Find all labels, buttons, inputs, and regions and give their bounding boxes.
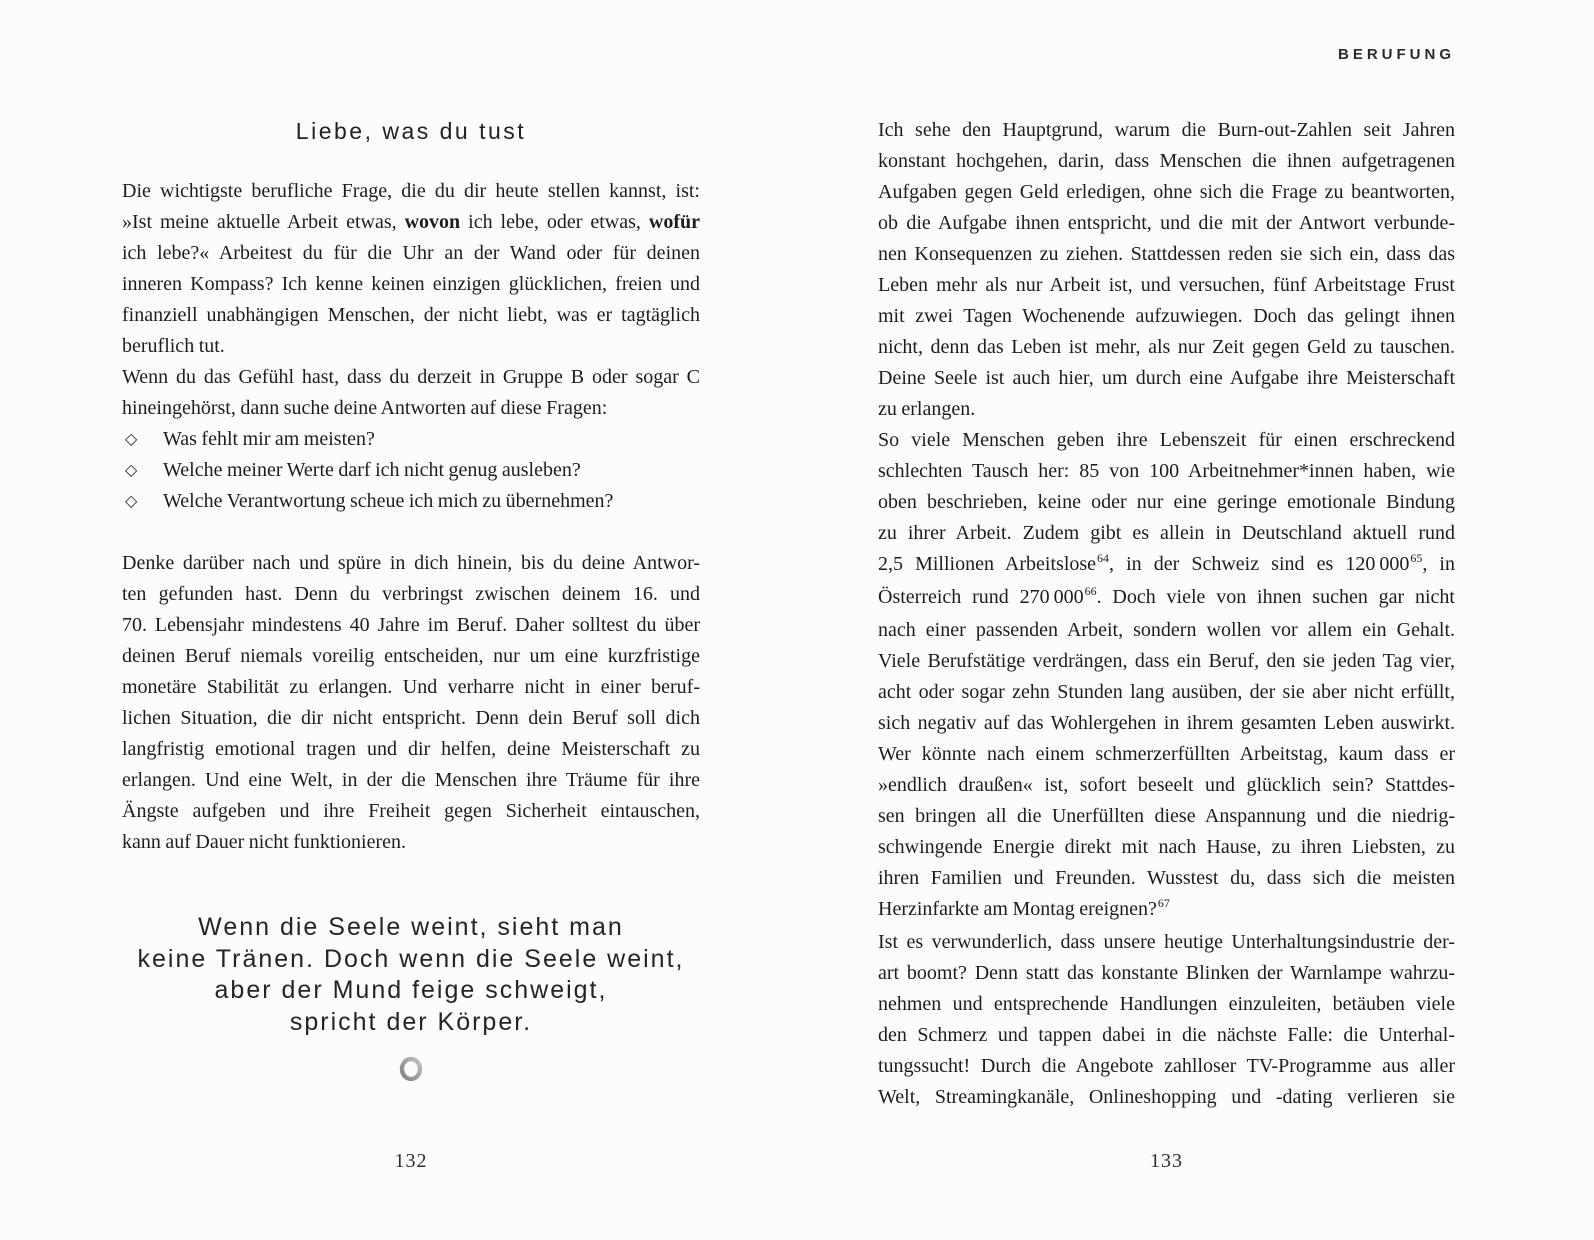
left-body-text xyxy=(122,176,700,858)
text-line: den Schmerz und tappen dabei in die nächste Falle: die Unterhal- xyxy=(878,1024,1455,1046)
text-line: Deine Seele ist auch hier, um durch eine Aufgabe ihre Meisterschaft xyxy=(878,367,1455,389)
text-line: 2,5 Millionen Arbeitslose$^{64}$, in der Schweiz sind es 120 $000^{65}$, in xyxy=(878,551,1455,575)
section-heading: Liebe, was du tust xyxy=(295,118,527,144)
text-line: Wer könnte nach einem schmerzerfüllten Arbeitstag, kaum dass er xyxy=(878,743,1455,765)
text-line: ihren Familien und Freunden. Wusstest du, dass sich die meisten xyxy=(878,867,1455,889)
text-line: 70. Lebensjahr mindestens 40 Jahre im Beruf. Daher solltest du über xyxy=(122,614,700,636)
running-head: BERUFUNG xyxy=(1338,46,1455,63)
text-line: So viele Menschen geben ihre Lebenszeit für einen erschreckend xyxy=(878,429,1455,451)
page-right xyxy=(878,0,1455,1240)
text-line: »endlich draußen« ist, sofort beseelt und glücklich sein? Stattdes- xyxy=(878,774,1455,796)
text-line: Österreich rund 270 $000^{66}$. Doch viele von ihnen suchen gar nicht xyxy=(878,584,1455,608)
text-line: kann auf Dauer nicht funktionieren. xyxy=(122,831,407,853)
text-line: schwingende Energie direkt mit nach Hause, zu ihren Liebsten, zu xyxy=(878,836,1455,858)
text-line: oben beschrieben, keine oder nur eine geringe emotionale Bindung xyxy=(878,491,1455,513)
text-line: Denke darüber nach und spüre in dich hinein, bis du deine Antwor- xyxy=(122,552,700,574)
text-line: finanziell unabhängigen Menschen, der nicht liebt, was er tagtäglich xyxy=(122,304,700,326)
question-list xyxy=(122,424,700,517)
diamond-bullet-icon: ◇ xyxy=(125,493,138,510)
text-line: inneren Kompass? Ich kenne keinen einzigen glücklichen, freien und xyxy=(122,273,700,295)
text-line: Die wichtigste berufliche Frage, die du dir heute stellen kannst, ist: xyxy=(122,180,700,202)
text-line: schlechten Tausch her: 85 von 100 Arbeitnehmer*innen haben, wie xyxy=(878,460,1455,482)
text-line: art boomt? Denn statt das konstante Blinken der Warnlampe wahrzu- xyxy=(878,962,1455,984)
text-line: Aufgaben gegen Geld erledigen, ohne sich die Frage zu beantworten, xyxy=(878,181,1455,203)
list-item-text: Was fehlt mir am meisten? xyxy=(163,428,375,450)
text-line: nen Konsequenzen zu ziehen. Stattdessen reden sie sich ein, dass das xyxy=(878,243,1455,265)
list-item xyxy=(122,455,700,486)
text-line: erlangen. Und eine Welt, in der die Menschen ihre Träume für ihre xyxy=(122,769,700,791)
text-line: keine Tränen. Doch wenn die Seele weint, xyxy=(137,944,685,973)
text-line: zu ihrer Arbeit. Zudem gibt es allein in Deutschland aktuell rund xyxy=(878,522,1455,544)
text-line: aber der Mund feige schweigt, xyxy=(214,976,608,1004)
paragraph xyxy=(122,548,700,858)
list-item xyxy=(122,486,700,517)
text-line: monetäre Stabilität zu erlangen. Und verharre nicht in einer beruf- xyxy=(122,676,700,698)
page-number-right: 133 xyxy=(1150,1150,1183,1172)
text-line: ob die Aufgabe ihnen entspricht, und die mit der Antwort verbunde- xyxy=(878,212,1455,234)
text-line: lichen Situation, die dir nicht entspricht. Denn dein Beruf soll dich xyxy=(122,707,700,729)
text-line: nicht, denn das Leben ist mehr, als nur Zeit gegen Geld zu tauschen. xyxy=(878,336,1455,358)
page-number-left: 132 xyxy=(394,1150,428,1172)
text-line: acht oder sogar zehn Stunden lang ausüben, der sie aber nicht erfüllt, xyxy=(878,681,1455,703)
text-line: Ängste aufgeben und ihre Freiheit gegen Sicherheit eintauschen, xyxy=(122,800,700,822)
text-line: »Ist meine aktuelle Arbeit etwas, wovon ich lebe, oder etwas, wofür xyxy=(122,211,700,233)
diamond-bullet-icon: ◇ xyxy=(125,431,138,448)
text-line: konstant hochgehen, darin, dass Menschen die ihnen aufgetragenen xyxy=(878,150,1455,172)
text-line: ten gefunden hast. Denn du verbringst zwischen deinem 16. und xyxy=(122,583,700,605)
text-line: Welt, Streamingkanäle, Onlineshopping und -dating verlieren sie xyxy=(878,1086,1455,1108)
paragraph xyxy=(878,115,1455,1113)
text-line: Herzinfarkte am Montag ereignen?$^{67}$ xyxy=(878,896,1170,920)
text-line: mit zwei Tagen Wochenende aufzuwiegen. Doch das gelingt ihnen xyxy=(878,305,1455,327)
text-line: tungssucht! Durch die Angebote zahlloser TV-Programme aus aller xyxy=(878,1055,1455,1077)
page-left xyxy=(122,0,700,1240)
ring-ornament-icon xyxy=(399,1056,423,1082)
text-line: Ich sehe den Hauptgrund, warum die Burn-out-Zahlen seit Jahren xyxy=(878,119,1455,141)
text-line: hineingehörst, dann suche deine Antworten auf diese Fragen: xyxy=(122,397,608,419)
text-line: zu erlangen. xyxy=(878,398,976,420)
text-line: ich lebe?« Arbeitest du für die Uhr an der Wand oder für deinen xyxy=(122,242,700,264)
text-line: Wenn die Seele weint, sieht man xyxy=(198,913,624,941)
text-line: beruflich tut. xyxy=(122,335,225,357)
list-item xyxy=(122,424,700,455)
text-line: spricht der Körper. xyxy=(289,1007,533,1036)
text-line: nehmen und entsprechende Handlungen einzuleiten, betäuben viele xyxy=(878,993,1455,1015)
list-item-text: Welche meiner Werte darf ich nicht genug ausleben? xyxy=(163,459,581,481)
right-body-text xyxy=(878,115,1455,1113)
diamond-bullet-icon: ◇ xyxy=(125,462,138,479)
list-item-text: Welche Verantwortung scheue ich mich zu übernehmen? xyxy=(163,490,614,512)
text-line: Leben mehr als nur Arbeit ist, und versuchen, fünf Arbeitstage Frust xyxy=(878,274,1455,296)
text-line: Ist es verwunderlich, dass unsere heutige Unterhaltungsindustrie der- xyxy=(878,931,1455,953)
text-line: sich negativ auf das Wohlergehen in ihrem gesamten Leben auswirkt. xyxy=(878,712,1455,734)
pull-quote xyxy=(122,912,700,1038)
text-line: deinen Beruf niemals voreilig entscheiden, nur um eine kurzfristige xyxy=(122,645,700,667)
paragraph xyxy=(122,176,700,424)
text-line: nach einer passenden Arbeit, sondern wollen vor allem ein Gehalt. xyxy=(878,619,1455,641)
text-line: Viele Berufstätige verdrängen, dass ein Beruf, den sie jeden Tag vier, xyxy=(878,650,1455,672)
text-line: Wenn du das Gefühl hast, dass du derzeit in Gruppe B oder sogar C xyxy=(122,366,700,388)
text-line: sen bringen all die Unerfüllten diese Anspannung und die niedrig- xyxy=(878,805,1455,827)
text-line: langfristig emotional tragen und dir helfen, deine Meisterschaft zu xyxy=(122,738,700,760)
